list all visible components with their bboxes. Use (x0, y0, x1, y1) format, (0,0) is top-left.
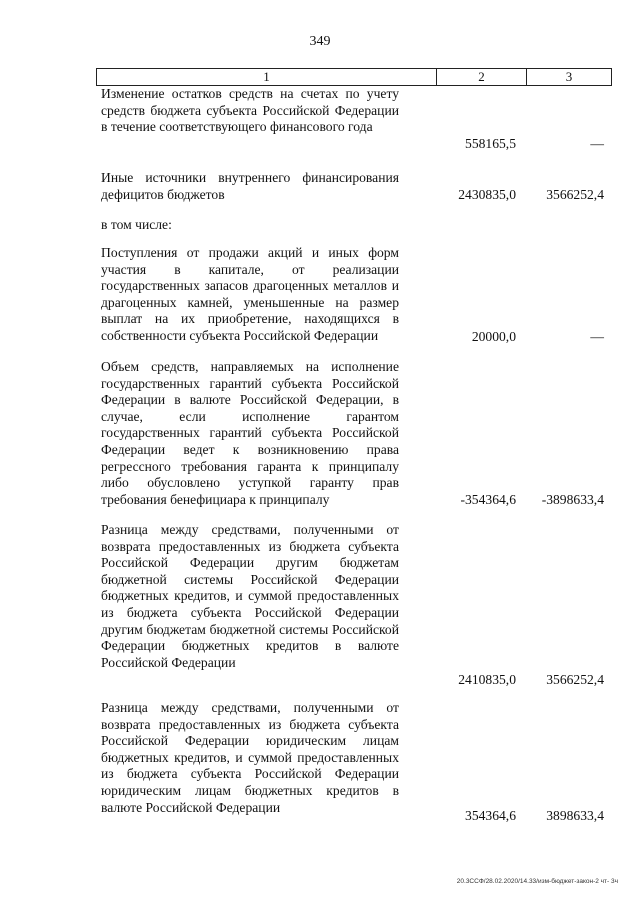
header-col-2: 2 (437, 69, 527, 85)
row-value-col2: 558165,5 (465, 136, 516, 151)
table-header (96, 68, 612, 86)
row-value-col3: 3898633,4 (546, 808, 604, 823)
row-description: Разница между средствами, полученными от возврата предоставленных из бюджета субъекта Российской Федерации другим бюджетам бюджетной системы Российской Федерации бюджетных кредитов, и суммой предоставленных из бюджета субъекта Российской Федерации другим бюджетам бюджетной системы Российской Федерации бюджетных кредитов в валюте Российской Федерации (101, 522, 399, 670)
row-value-col3: — (590, 329, 604, 344)
row-value-col2: 20000,0 (471, 329, 516, 344)
document-footer: 20.3ССФ/28.02.2020/14.33/изм-бюджет-закон-2 чт- 3ч (456, 878, 618, 885)
row-description: Объем средств, направляемых на исполнение государственных гарантий субъекта Российской Федерации в валюте Российской Федерации, в случае, если исполнение гарантом государственных гарантий субъекта Российской Федерации ведет к возникновению права регрессного требования гаранта к принципалу либо обусловлено уступкой гаранту прав требования бенефициара к принципалу (101, 359, 399, 507)
row-value-col3: — (590, 136, 604, 151)
row-value-col2: -354364,6 (460, 492, 516, 507)
row-value-col3: 3566252,4 (546, 187, 604, 202)
header-col-3: 3 (565, 69, 573, 84)
row-description: Изменение остатков средств на счетах по учету средств бюджета субъекта Российской Федерации в течение соответствующего финансового года (101, 86, 399, 135)
row-description: в том числе: (101, 217, 172, 232)
page-number: 349 (309, 34, 331, 49)
row-value-col3: -3898633,4 (541, 492, 604, 507)
row-value-col2: 2430835,0 (458, 187, 516, 202)
row-description: Разница между средствами, полученными от возврата предоставленных из бюджета субъекта Российской Федерации юридическим лицам бюджетных кредитов, и суммой предоставленных из бюджета субъекта Российской Федерации юридическим лицам бюджетных кредитов в валюте Российской Федерации (101, 700, 399, 815)
row-description: Поступления от продажи акций и иных форм участия в капитале, от реализации государственных запасов драгоценных металлов и драгоценных камней, уменьшенные на размер выплат на их приобретение, находящихся в собственности субъекта Российской Федерации (101, 245, 399, 343)
row-value-col3: 3566252,4 (546, 672, 604, 687)
header-col-1: 1 (97, 69, 437, 85)
row-description: Иные источники внутреннего финансирования дефицитов бюджетов (101, 170, 399, 202)
row-value-col2: 354364,6 (465, 808, 516, 823)
row-value-col2: 2410835,0 (458, 672, 516, 687)
